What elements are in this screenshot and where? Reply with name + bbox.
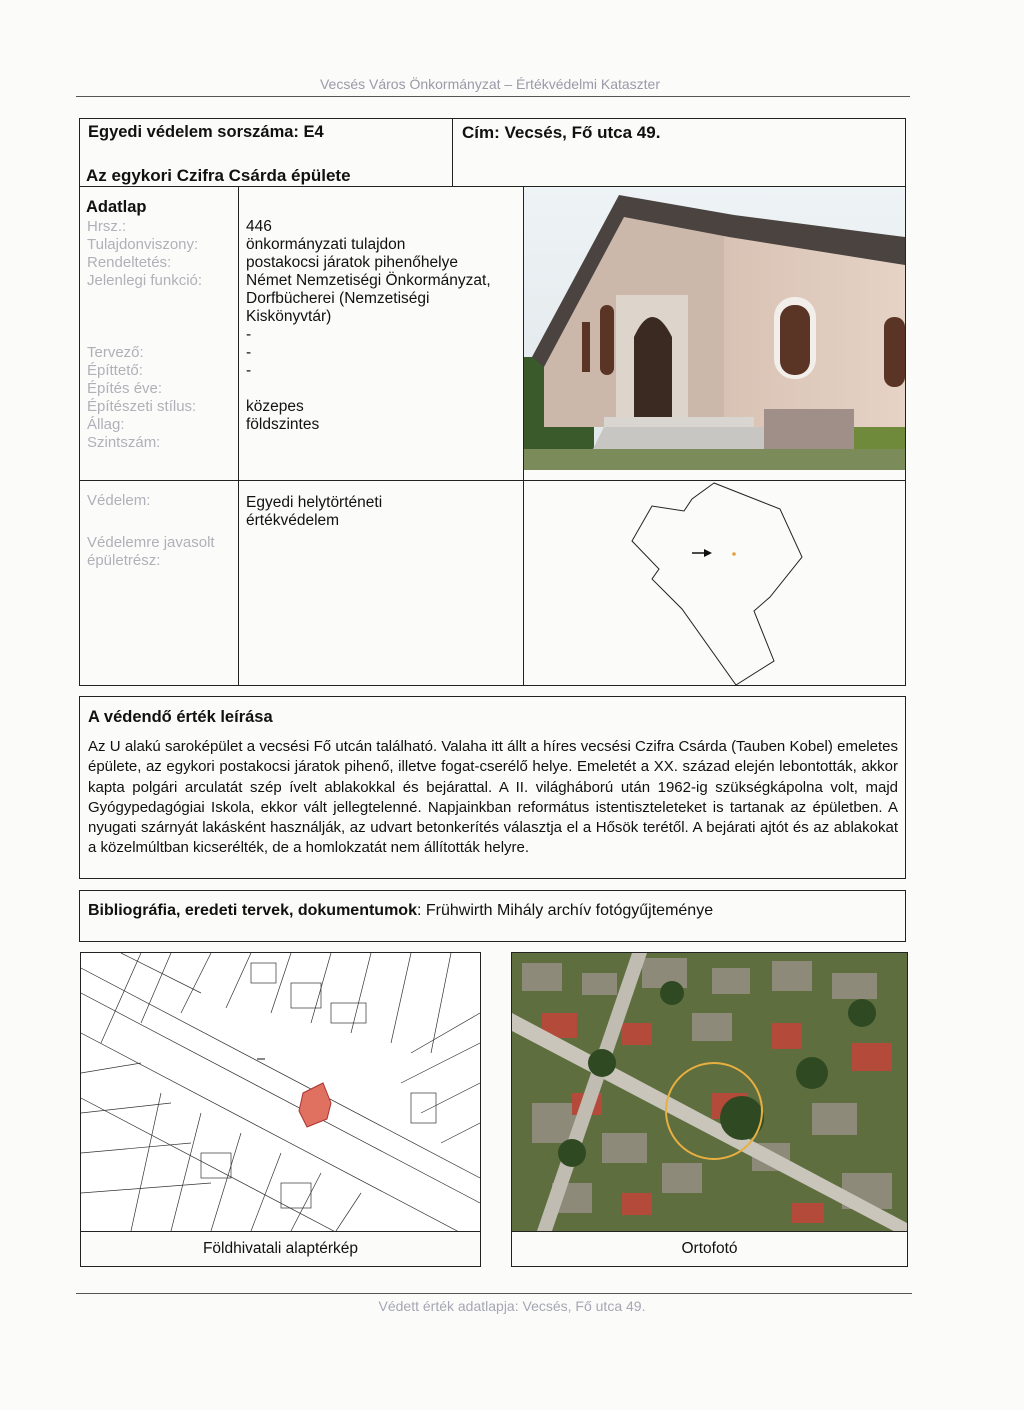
building-photo: [524, 187, 905, 470]
locator-map: [524, 481, 905, 685]
protection-number: Egyedi védelem sorszáma: E4: [88, 123, 324, 141]
location-dot: [732, 552, 736, 556]
bibliography-label: Bibliográfia, eredeti tervek, dokumentumok: [88, 902, 417, 919]
label-builder: Építtető:: [87, 362, 143, 379]
value-build-year: -: [246, 362, 252, 379]
label-hrsz: Hrsz.:: [87, 218, 127, 235]
footer-rule: [76, 1293, 912, 1294]
suggested-part-label: Védelemre javasolt épületrész:: [87, 534, 215, 569]
cadastral-map: [80, 952, 481, 1232]
page-footer: Védett érték adatlapja: Vecsés, Fő utca 49.: [378, 1298, 646, 1314]
ortho-caption: Ortofotó: [511, 1231, 908, 1267]
protection-value: Egyedi helytörténeti értékvédelem: [246, 494, 383, 529]
label-levels: Szintszám:: [87, 434, 161, 451]
protection-label: Védelem:: [87, 492, 151, 509]
page-header: Vecsés Város Önkormányzat – Értékvédelmi Kataszter: [319, 76, 661, 92]
label-ownership: Tulajdonviszony:: [87, 236, 199, 253]
datasheet-values: [246, 218, 518, 434]
highlighted-parcel: [299, 1083, 331, 1127]
col-divider-1: [238, 186, 239, 686]
cadastral-caption: Földhivatali alaptérkép: [80, 1231, 481, 1267]
value-ownership: önkormányzati tulajdon: [246, 236, 406, 253]
datasheet-title: Adatlap: [86, 198, 147, 216]
label-designer: Tervező:: [87, 344, 144, 361]
value-builder: -: [246, 344, 252, 361]
description-text: Az U alakú saroképület a vecsési Fő utcán található. Valaha itt állt a híres vecsési Czifra Csárda (Tauben Kobel) emeletes épülete, az egykori postakocsi járatok pihenő, illetve fogat-cserélő helye. Emeletét a XX. század elején lebontották, akkor kapta polgári arculatát szép ívelt ablakokkal és bejárattal. A II. világháború után 1962-ig szükségkápolna volt, majd Gyógypedagógiai Iskola, ekkor vált jellegtelenné. Napjainkban református istentiszteleteket is tartanak az épületben. A nyugati szárnyát lakásként használják, az udvart betonkerítés választja el a Hősök terétől. A bejárati ajtót és az ablakokat a közelmúltban kicserélték, de a homlokzatát nem állították helyre.: [88, 738, 898, 857]
building-name: Az egykori Czifra Csárda épülete: [86, 166, 351, 185]
label-condition: Állag:: [87, 416, 125, 433]
label-current-function: Jelenlegi funkció:: [87, 272, 203, 289]
value-condition: közepes: [246, 398, 304, 415]
orthophoto: [511, 952, 908, 1232]
label-purpose: Rendeltetés:: [87, 254, 172, 271]
label-build-year: Építés éve:: [87, 380, 163, 397]
id-divider: [452, 118, 453, 186]
address: Cím: Vecsés, Fő utca 49.: [462, 123, 661, 142]
description-title: A védendő érték leírása: [88, 708, 273, 726]
value-purpose: postakocsi járatok pihenőhelye: [246, 254, 458, 271]
header-rule: [76, 96, 910, 97]
value-designer: -: [246, 326, 252, 343]
bibliography-line: [88, 902, 713, 920]
datasheet-labels: [87, 218, 235, 452]
value-style: [246, 380, 518, 398]
value-levels: földszintes: [246, 416, 320, 433]
value-hrsz: 446: [246, 218, 272, 235]
arrow-icon: [704, 549, 712, 557]
value-current-function: Német Nemzetiségi Önkormányzat, Dorfbücherei (Nemzetiségi Kiskönyvtár): [246, 272, 491, 325]
label-style: Építészeti stílus:: [87, 398, 197, 415]
bibliography-value: : Frühwirth Mihály archív fotógyűjteménye: [416, 902, 714, 919]
